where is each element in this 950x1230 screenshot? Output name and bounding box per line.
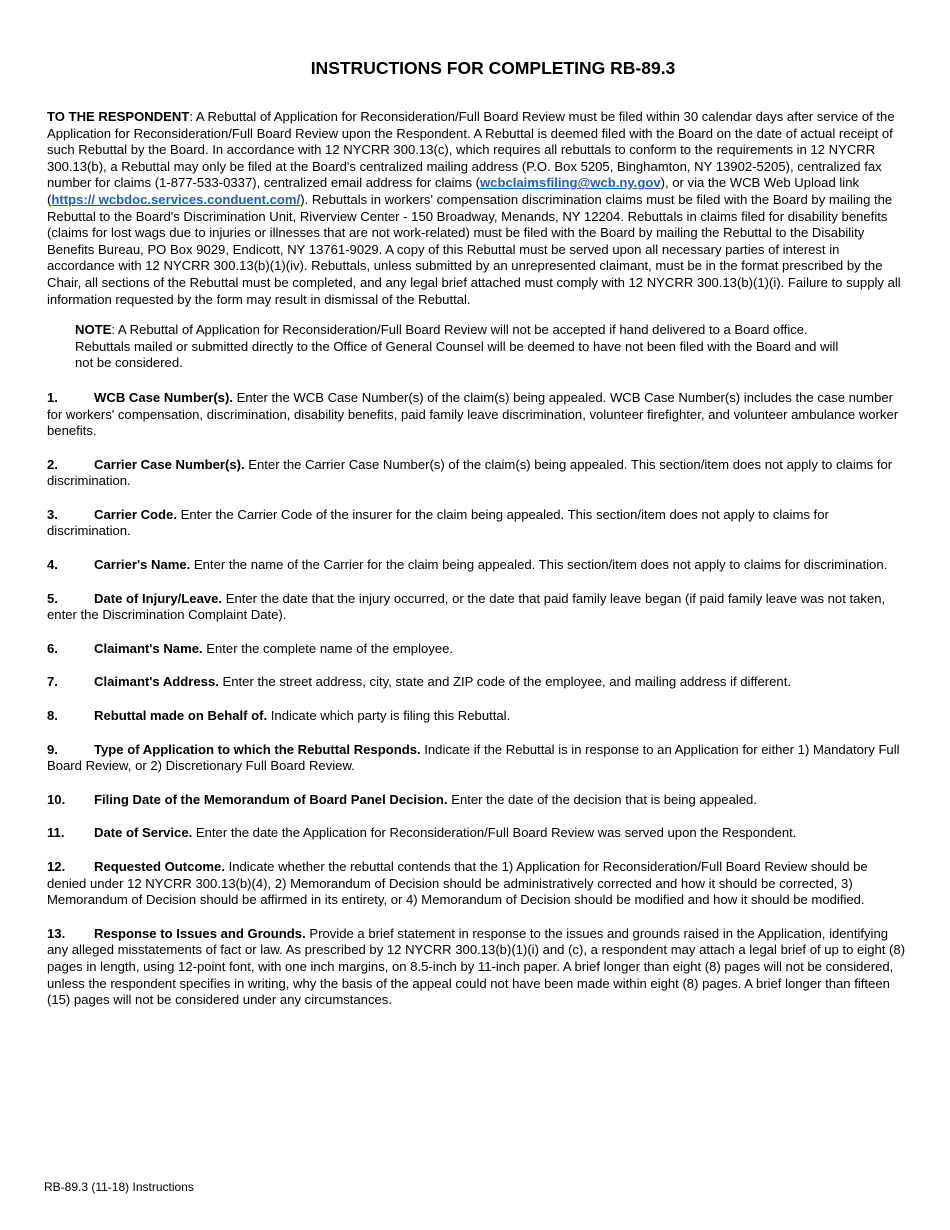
item-label: Date of Injury/Leave. [94,590,223,606]
note-lead: NOTE [75,322,112,338]
instruction-item [47,591,909,624]
item-number: 9. [47,741,58,757]
item-text: Indicate whether the rebuttal contends that the 1) Application for Reconsideration/Full Board Review should be denied under 12 NYCRR 300.13(b)(4), 2) Memorandum of Decision should be administratively corrected and how it should be corrected, 3) Memorandum of Decision should be affirmed in its entirety, or 4) Memorandum of Decision should be modified and how it should be modified. [47,859,868,908]
item-number: 6. [47,640,58,656]
item-label: Carrier Case Number(s). [94,456,245,472]
item-number: 11. [47,825,65,841]
item-label: Claimant's Name. [94,640,203,656]
instruction-item [47,792,909,809]
upload-link[interactable]: https:// wcbdoc.services.conduent.com/ [51,191,301,207]
instruction-item [47,859,909,909]
item-number: 1. [47,389,58,405]
item-label: WCB Case Number(s). [94,389,233,405]
instruction-item [47,390,909,440]
item-text: Enter the street address, city, state and ZIP code of the employee, and mailing address if different. [218,674,791,690]
item-number: 4. [47,557,58,573]
item-label: Rebuttal made on Behalf of. [94,708,268,724]
note-paragraph [75,322,855,372]
intro-text-1: : A Rebuttal of Application for Reconsideration/Full Board Review must be filed within 30 calendar days after service of the Application for Reconsideration/Full Board Review upon the Respondent. A Rebuttal is deemed filed with the Board on the date of actual receipt of such Rebuttal by the Board. In accordance with 12 NYCRR 300.13(c), which requires all rebuttals to conform to the requirements in 12 NYCRR 300.13(b), a Rebuttal may only be filed at the Board's centralized mailing address (P.O. Box 5205, Binghamton, NY 13902-5205), centralized fax number for claims (1-877-533-0337), centralized email address for claims ( [47,109,895,191]
item-text: Enter the date the Application for Reconsideration/Full Board Review was served upon the Respondent. [192,825,797,841]
note-text: : A Rebuttal of Application for Reconsideration/Full Board Review will not be accepted if hand delivered to a Board office. Rebuttals mailed or submitted directly to the Office of General Counsel will be deemed to have not been filed with the Board and will not be considered. [75,322,839,371]
intro-paragraph [47,109,909,308]
item-label: Date of Service. [94,825,193,841]
item-number: 8. [47,708,58,724]
intro-lead: TO THE RESPONDENT [47,109,190,124]
instruction-item [47,708,909,725]
item-number: 10. [47,791,66,807]
email-link[interactable]: wcbclaimsfiling@wcb.ny.gov [480,175,661,191]
form-footer: RB-89.3 (11-18) Instructions [44,1180,194,1194]
item-text: Enter the complete name of the employee. [202,640,454,656]
item-label: Claimant's Address. [94,674,219,690]
item-number: 13. [47,925,66,941]
item-number: 7. [47,674,58,690]
item-text: Enter the Carrier Code of the insurer for the claim being appealed. This section/item does not apply to claims for discrimination. [47,506,829,539]
instruction-item [47,507,909,540]
item-text: Enter the name of the Carrier for the claim being appealed. This section/item does not apply to claims for discrimination. [190,557,888,573]
item-number: 5. [47,590,58,606]
item-label: Filing Date of the Memorandum of Board Panel Decision. [94,791,448,807]
item-label: Carrier's Name. [94,557,191,573]
document-page [47,58,909,1026]
item-number: 2. [47,456,58,472]
item-label: Response to Issues and Grounds. [94,925,306,941]
item-number: 12. [47,859,66,874]
item-label: Type of Application to which the Rebuttal Responds. [94,741,421,757]
item-label: Carrier Code. [94,506,177,522]
item-text: Enter the Carrier Case Number(s) of the claim(s) being appealed. This section/item does not apply to claims for discrimination. [47,456,893,489]
instruction-item [47,641,909,658]
item-text: Enter the date of the decision that is being appealed. [447,791,757,807]
instruction-item [47,825,909,842]
item-number: 3. [47,506,58,522]
instruction-item [47,926,909,1009]
instruction-item [47,674,909,691]
instruction-item [47,557,909,574]
item-label: Requested Outcome. [94,859,225,874]
intro-text-3: ). Rebuttals in workers' compensation discrimination claims must be filed with the Board by mailing the Rebuttal to the Board's Discrimination Unit, Riverview Center - 150 Broadway, Menands, NY 12204. Rebuttals in claims filed for disability benefits (claims for lost wags due to injuries or illnesses that are not work-related) must be filed with the Board by mailing the Rebuttal to the Disability Benefits Bureau, PO Box 9029, Endicott, NY 13761-9029. A copy of this Rebuttal must be served upon all necessary parties of interest in accordance with 12 NYCRR 300.13(b)(1)(iv). Rebuttals, unless submitted by an unrepresented claimant, must be in the format prescribed by the Chair, all sections of the Rebuttal must be completed, and any legal brief attached must comply with 12 NYCRR 300.13(b)(1)(i). Failure to supply all information requested by the form may result in dismissal of the Rebuttal. [47,191,901,307]
intro-text-2: ), or via the WCB Web Upload link ( [47,175,860,207]
page-title: INSTRUCTIONS FOR COMPLETING RB-89.3 [310,58,676,78]
item-text: Enter the date that the injury occurred, or the date that paid family leave began (if paid family leave was not taken, enter the Discrimination Complaint Date). [47,590,886,623]
instruction-item [47,742,909,775]
instruction-list [47,390,909,1009]
instruction-item [47,457,909,490]
item-text: Indicate which party is filing this Rebuttal. [267,708,511,724]
item-text: Enter the WCB Case Number(s) of the claim(s) being appealed. WCB Case Number(s) includes the case number for workers' compensation, discrimination, disability benefits, paid family leave discrimination, volunteer firefighter, and volunteer ambulance worker benefits. [47,389,899,439]
item-text: Indicate if the Rebuttal is in response to an Application for either 1) Mandatory Full Board Review, or 2) Discretionary Full Board Review. [47,741,900,774]
item-text: Provide a brief statement in response to the issues and grounds raised in the Application, identifying any alleged misstatements of fact or law. As prescribed by 12 NYCRR 300.13(b)(1)(i) and (c), a respondent may attach a legal brief of up to eight (8) pages in length, using 12-point font, with one inch margins, on 8.5-inch by 11-inch paper. A brief longer than eight (8) pages will not be considered, unless the respondent specifies in writing, why the basis of the appeal could not have been made within eight (8) pages. A brief longer than fifteen (15) pages will not be considered under any circumstances. [47,925,906,1008]
